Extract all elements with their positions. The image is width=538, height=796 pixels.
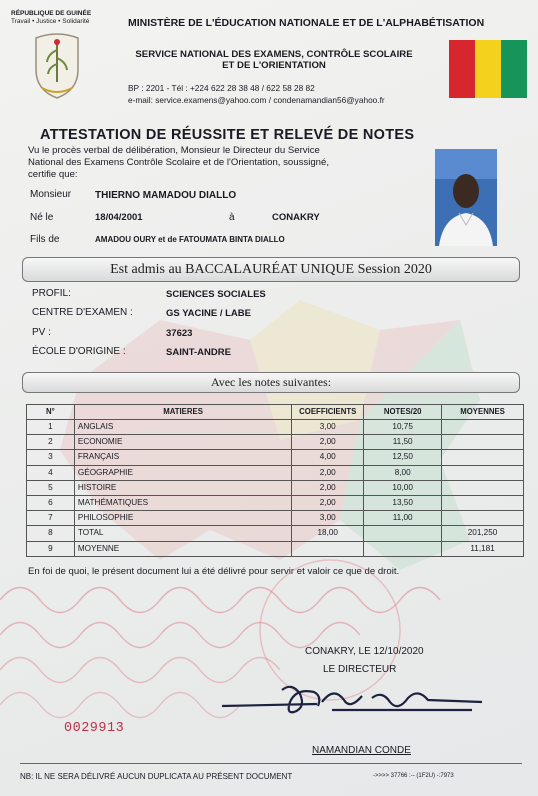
- profil-label: PROFIL:: [32, 288, 71, 299]
- intro-line-3: certifie que:: [28, 169, 78, 180]
- intro-line-2: National des Examens Contrôle Scolaire et de l'Orientation, soussigné,: [28, 157, 329, 168]
- republic-label: RÉPUBLIQUE DE GUINÉE: [11, 10, 92, 17]
- coat-of-arms-icon: [28, 30, 86, 102]
- table-row: [27, 526, 524, 541]
- note: 11,50: [364, 435, 442, 450]
- average: [442, 480, 524, 495]
- coefficient: 3,00: [292, 511, 364, 526]
- average: [442, 511, 524, 526]
- born-label: Né le: [30, 212, 54, 223]
- parents-names: AMADOU OURY et de FATOUMATA BINTA DIALLO: [95, 235, 285, 244]
- profil-value: SCIENCES SOCIALES: [166, 289, 266, 300]
- col-header-subject: MATIERES: [74, 405, 291, 420]
- civility-label: Monsieur: [30, 189, 72, 200]
- note: 10,00: [364, 480, 442, 495]
- average: [442, 465, 524, 480]
- col-header-note: NOTES/20: [364, 405, 442, 420]
- director-name: NAMANDIAN CONDE: [312, 745, 411, 756]
- table-row: [27, 495, 524, 510]
- footer-divider: [20, 763, 522, 764]
- average: 11,181: [442, 541, 524, 556]
- note: 10,75: [364, 420, 442, 435]
- subject-name: MATHÉMATIQUES: [74, 495, 291, 510]
- row-number: 9: [27, 541, 75, 556]
- centre-label: CENTRE D'EXAMEN :: [32, 307, 133, 318]
- ministry-title: MINISTÈRE DE L'ÉDUCATION NATIONALE ET DE L'ALPHABÉTISATION: [128, 17, 485, 29]
- subject-name: ECONOMIE: [74, 435, 291, 450]
- row-number: 1: [27, 420, 75, 435]
- col-header-number: N°: [27, 405, 75, 420]
- average: [442, 495, 524, 510]
- row-number: 2: [27, 435, 75, 450]
- coefficient: 2,00: [292, 435, 364, 450]
- contact-email: e-mail: service.examens@yahoo.com / condenamandian56@yahoo.fr: [128, 95, 385, 105]
- director-signature: [222, 680, 492, 726]
- subject-name: PHILOSOPHIE: [74, 511, 291, 526]
- motto: Travail • Justice • Solidarité: [11, 18, 90, 25]
- subject-name: FRANÇAIS: [74, 450, 291, 465]
- average: [442, 420, 524, 435]
- table-row: [27, 435, 524, 450]
- service-name-line1: SERVICE NATIONAL DES EXAMENS, CONTRÔLE SCOLAIRE: [135, 49, 413, 60]
- average: 201,250: [442, 526, 524, 541]
- col-header-coefficient: COEFFICIENTS: [292, 405, 364, 420]
- subject-name: HISTOIRE: [74, 480, 291, 495]
- table-row: [27, 511, 524, 526]
- subject-name: MOYENNE: [74, 541, 291, 556]
- note: 11,00: [364, 511, 442, 526]
- document-title: ATTESTATION DE RÉUSSITE ET RELEVÉ DE NOTES: [40, 127, 415, 143]
- table-row: [27, 450, 524, 465]
- subject-name: TOTAL: [74, 526, 291, 541]
- footer-note: NB: IL NE SERA DÉLIVRÉ AUCUN DUPLICATA AU PRÉSENT DOCUMENT: [20, 772, 293, 781]
- coefficient: 2,00: [292, 480, 364, 495]
- average: [442, 435, 524, 450]
- coefficient: 2,00: [292, 495, 364, 510]
- candidate-photo: [435, 149, 497, 246]
- pv-value: 37623: [166, 328, 193, 339]
- grades-table: [26, 404, 524, 557]
- coefficient: 3,00: [292, 420, 364, 435]
- subject-name: ANGLAIS: [74, 420, 291, 435]
- signature-place-date: CONAKRY, LE 12/10/2020: [305, 646, 424, 657]
- pv-label: PV :: [32, 327, 51, 338]
- coefficient: 2,00: [292, 465, 364, 480]
- guinea-flag-icon: [449, 40, 527, 98]
- average: [442, 450, 524, 465]
- signature-role: LE DIRECTEUR: [323, 664, 397, 675]
- service-name-line2: ET DE L'ORIENTATION: [222, 60, 326, 71]
- candidate-name: THIERNO MAMADOU DIALLO: [95, 190, 237, 201]
- table-row: [27, 465, 524, 480]
- note: 12,50: [364, 450, 442, 465]
- notes-banner: Avec les notes suivantes:: [22, 372, 520, 393]
- col-header-average: MOYENNES: [442, 405, 524, 420]
- ecole-label: ÉCOLE D'ORIGINE :: [32, 346, 126, 357]
- son-of-label: Fils de: [30, 234, 60, 245]
- closing-statement: En foi de quoi, le présent document lui a été délivré pour servir et valoir ce que de droit.: [28, 566, 400, 577]
- footer-code: ->>>> 37766 :-- (1F2U) -:7973: [373, 773, 454, 779]
- row-number: 6: [27, 495, 75, 510]
- grades-table-header: [27, 405, 524, 420]
- ecole-value: SAINT-ANDRE: [166, 347, 231, 358]
- coefficient: 4,00: [292, 450, 364, 465]
- centre-value: GS YACINE / LABE: [166, 308, 251, 319]
- row-number: 8: [27, 526, 75, 541]
- red-stamp-pattern: [0, 540, 538, 780]
- intro-line-1: Vu le procès verbal de délibération, Monsieur le Directeur du Service: [28, 145, 320, 156]
- note: [364, 526, 442, 541]
- row-number: 5: [27, 480, 75, 495]
- coefficient: 18,00: [292, 526, 364, 541]
- row-number: 3: [27, 450, 75, 465]
- serial-number: 0029913: [64, 721, 125, 736]
- row-number: 7: [27, 511, 75, 526]
- birth-place: CONAKRY: [272, 212, 320, 223]
- table-row: [27, 480, 524, 495]
- row-number: 4: [27, 465, 75, 480]
- admission-banner: Est admis au BACCALAURÉAT UNIQUE Session 2020: [22, 257, 520, 282]
- table-row: [27, 420, 524, 435]
- birth-date: 18/04/2001: [95, 212, 143, 223]
- note: 8,00: [364, 465, 442, 480]
- at-label: à: [229, 212, 235, 223]
- note: 13,50: [364, 495, 442, 510]
- contact-phone: BP : 2201 - Tél : +224 622 28 38 48 / 622 58 28 82: [128, 83, 315, 93]
- subject-name: GÉOGRAPHIE: [74, 465, 291, 480]
